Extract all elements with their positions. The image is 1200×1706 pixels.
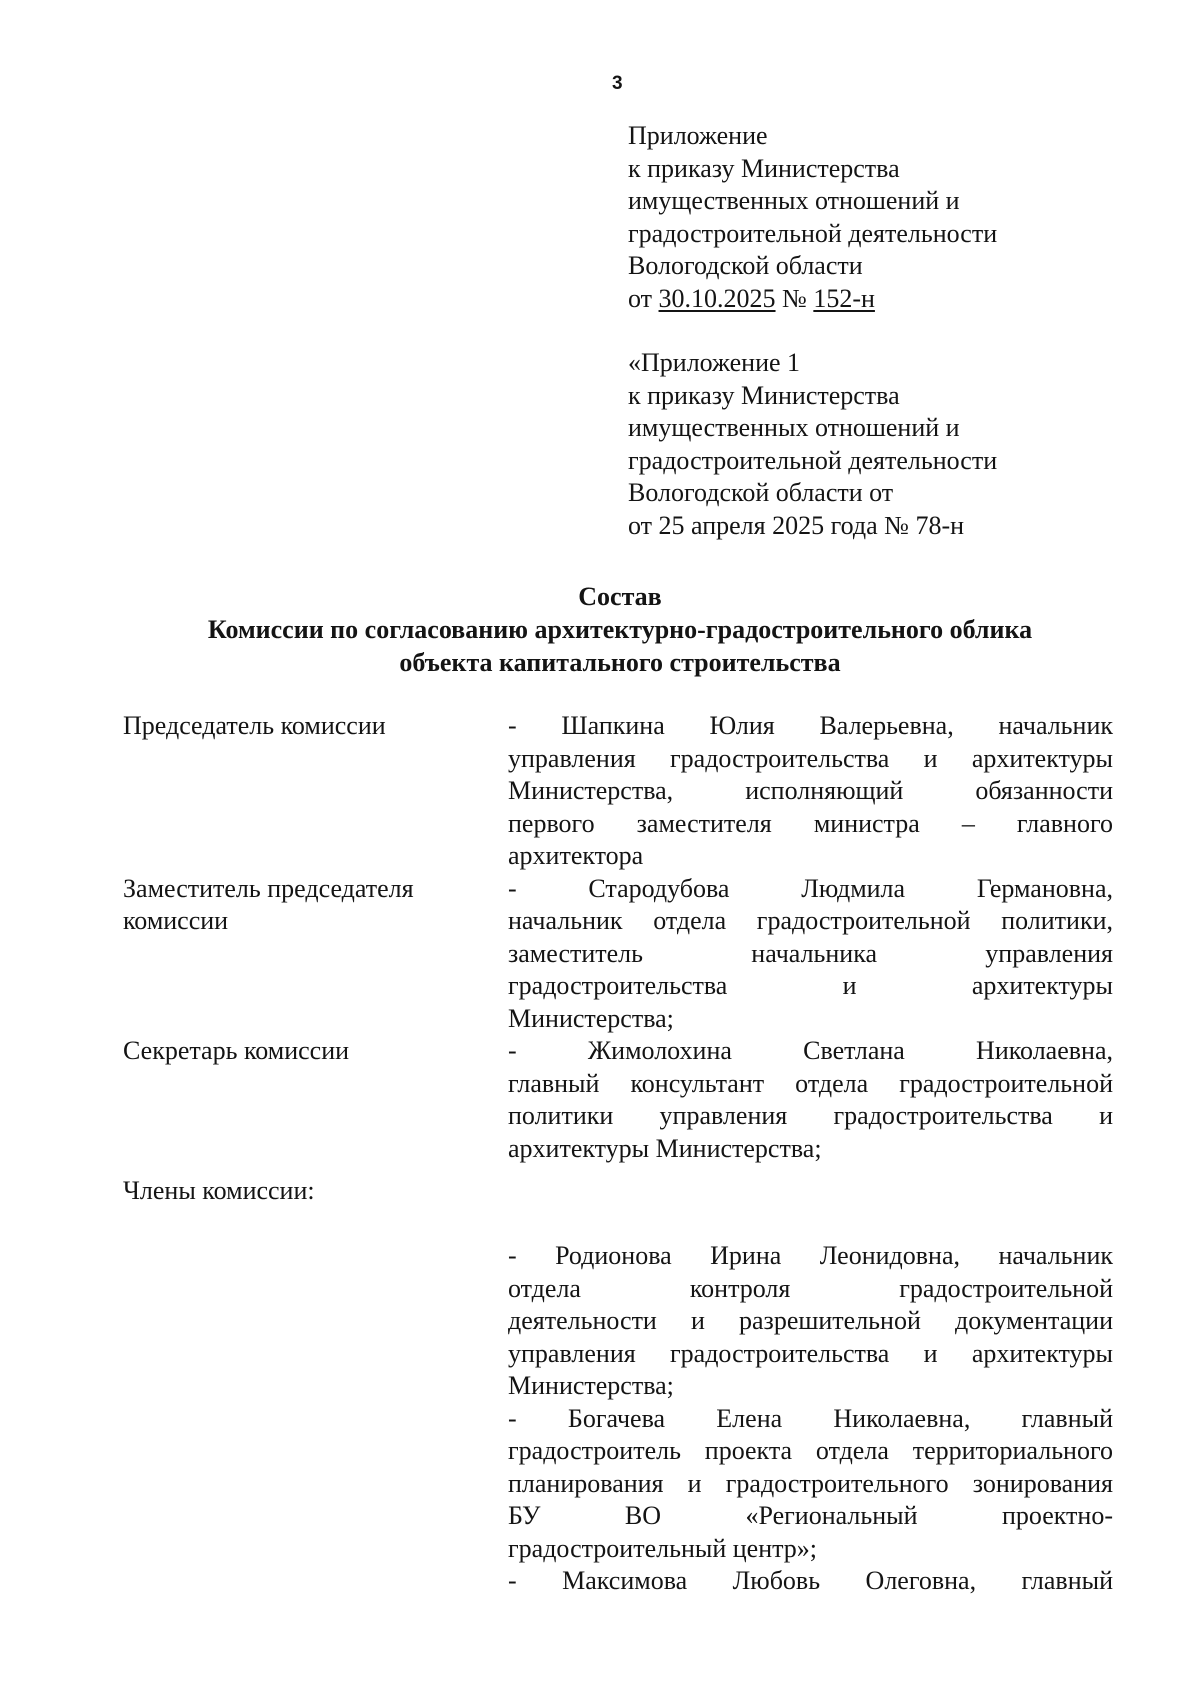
desc-line: градостроительный центр»; — [508, 1533, 818, 1563]
appendix-line: от 25 апреля 2025 года № 78-н — [628, 510, 965, 540]
appendix-line: Приложение — [628, 121, 768, 150]
member-row — [123, 1565, 1113, 1598]
desc-line: политики управления градостроительства и — [508, 1101, 1113, 1130]
desc-line: градостроитель проекта отдела территориального — [508, 1436, 1113, 1465]
role-label — [123, 873, 503, 938]
member-description — [508, 1240, 1113, 1403]
desc-line: Министерства, исполняющий обязанности — [508, 776, 1113, 805]
date-prefix: от — [628, 283, 659, 313]
desc-line: - Стародубова Людмила Германовна, — [508, 873, 1113, 903]
desc-line: заместитель начальника управления — [508, 938, 1113, 968]
members-label-row — [123, 1175, 1113, 1240]
appendix-line: «Приложение 1 — [628, 348, 801, 377]
page-number: 3 — [612, 73, 623, 94]
member-description — [508, 873, 1113, 1036]
member-description — [508, 1035, 1113, 1165]
member-description — [508, 1565, 1113, 1598]
desc-line: главный консультант отдела градостроительной — [508, 1068, 1113, 1098]
appendix-line: к приказу Министерства — [628, 380, 900, 410]
appendix-line: Вологодской области — [628, 251, 863, 280]
member-row-chair — [123, 710, 1113, 873]
role-line: Заместитель председателя — [123, 873, 414, 903]
desc-line: управления градостроительства и архитектуры — [508, 1338, 1113, 1368]
desc-line: - Жимолохина Светлана Николаевна, — [508, 1036, 1113, 1065]
previous-appendix-header — [628, 347, 1128, 542]
appendix-line: градостроительной деятельности — [628, 445, 998, 475]
member-row — [123, 1403, 1113, 1566]
role-line: комиссии — [123, 906, 229, 935]
appendix-line: имущественных отношений и — [628, 413, 960, 442]
members-label — [123, 1175, 503, 1208]
appendix-line: имущественных отношений и — [628, 186, 960, 215]
desc-line: - Богачева Елена Николаевна, главный — [508, 1403, 1113, 1433]
desc-line: деятельности и разрешительной документации — [508, 1306, 1113, 1335]
desc-line: - Родионова Ирина Леонидовна, начальник — [508, 1241, 1113, 1270]
member-row — [123, 1240, 1113, 1403]
order-date: 30.10.2025 — [658, 283, 776, 313]
commission-members — [123, 710, 1113, 1598]
appendix-line: Вологодской области от — [628, 478, 894, 507]
title-line: Состав — [578, 582, 662, 611]
appendix-header — [628, 120, 1128, 315]
desc-line: - Максимова Любовь Олеговна, главный — [508, 1566, 1113, 1595]
role-line: Председатель комиссии — [123, 711, 386, 740]
member-row-deputy — [123, 873, 1113, 1036]
appendix-line: градостроительной деятельности — [628, 218, 998, 248]
desc-line: первого заместителя министра – главного — [508, 808, 1113, 838]
desc-line: начальник отдела градостроительной политики, — [508, 906, 1113, 935]
title-line: объекта капитального строительства — [399, 648, 841, 677]
document-title — [100, 580, 1140, 679]
role-line: Секретарь комиссии — [123, 1036, 350, 1065]
order-number: 152-н — [813, 283, 875, 313]
desc-line: - Шапкина Юлия Валерьевна, начальник — [508, 711, 1113, 740]
member-description — [508, 1403, 1113, 1566]
order-date-line — [628, 283, 1128, 316]
desc-line: Министерства; — [508, 1003, 674, 1033]
desc-line: отдела контроля градостроительной — [508, 1273, 1113, 1303]
member-description — [508, 710, 1113, 873]
role-label — [123, 710, 503, 743]
desc-line: БУ ВО «Региональный проектно- — [508, 1501, 1113, 1530]
desc-line: градостроительства и архитектуры — [508, 971, 1113, 1000]
role-line: Члены комиссии: — [123, 1176, 315, 1205]
role-label — [123, 1035, 503, 1068]
title-line: Комиссии по согласованию архитектурно-градостроительного облика — [207, 615, 1033, 644]
appendix-line: к приказу Министерства — [628, 153, 900, 183]
desc-line: архитектуры Министерства; — [508, 1133, 822, 1163]
desc-line: архитектора — [508, 841, 644, 870]
member-row-secretary — [123, 1035, 1113, 1165]
desc-line: планирования и градостроительного зонирования — [508, 1468, 1113, 1498]
desc-line: управления градостроительства и архитектуры — [508, 743, 1113, 773]
desc-line: Министерства; — [508, 1371, 674, 1400]
number-sign: № — [775, 283, 814, 313]
